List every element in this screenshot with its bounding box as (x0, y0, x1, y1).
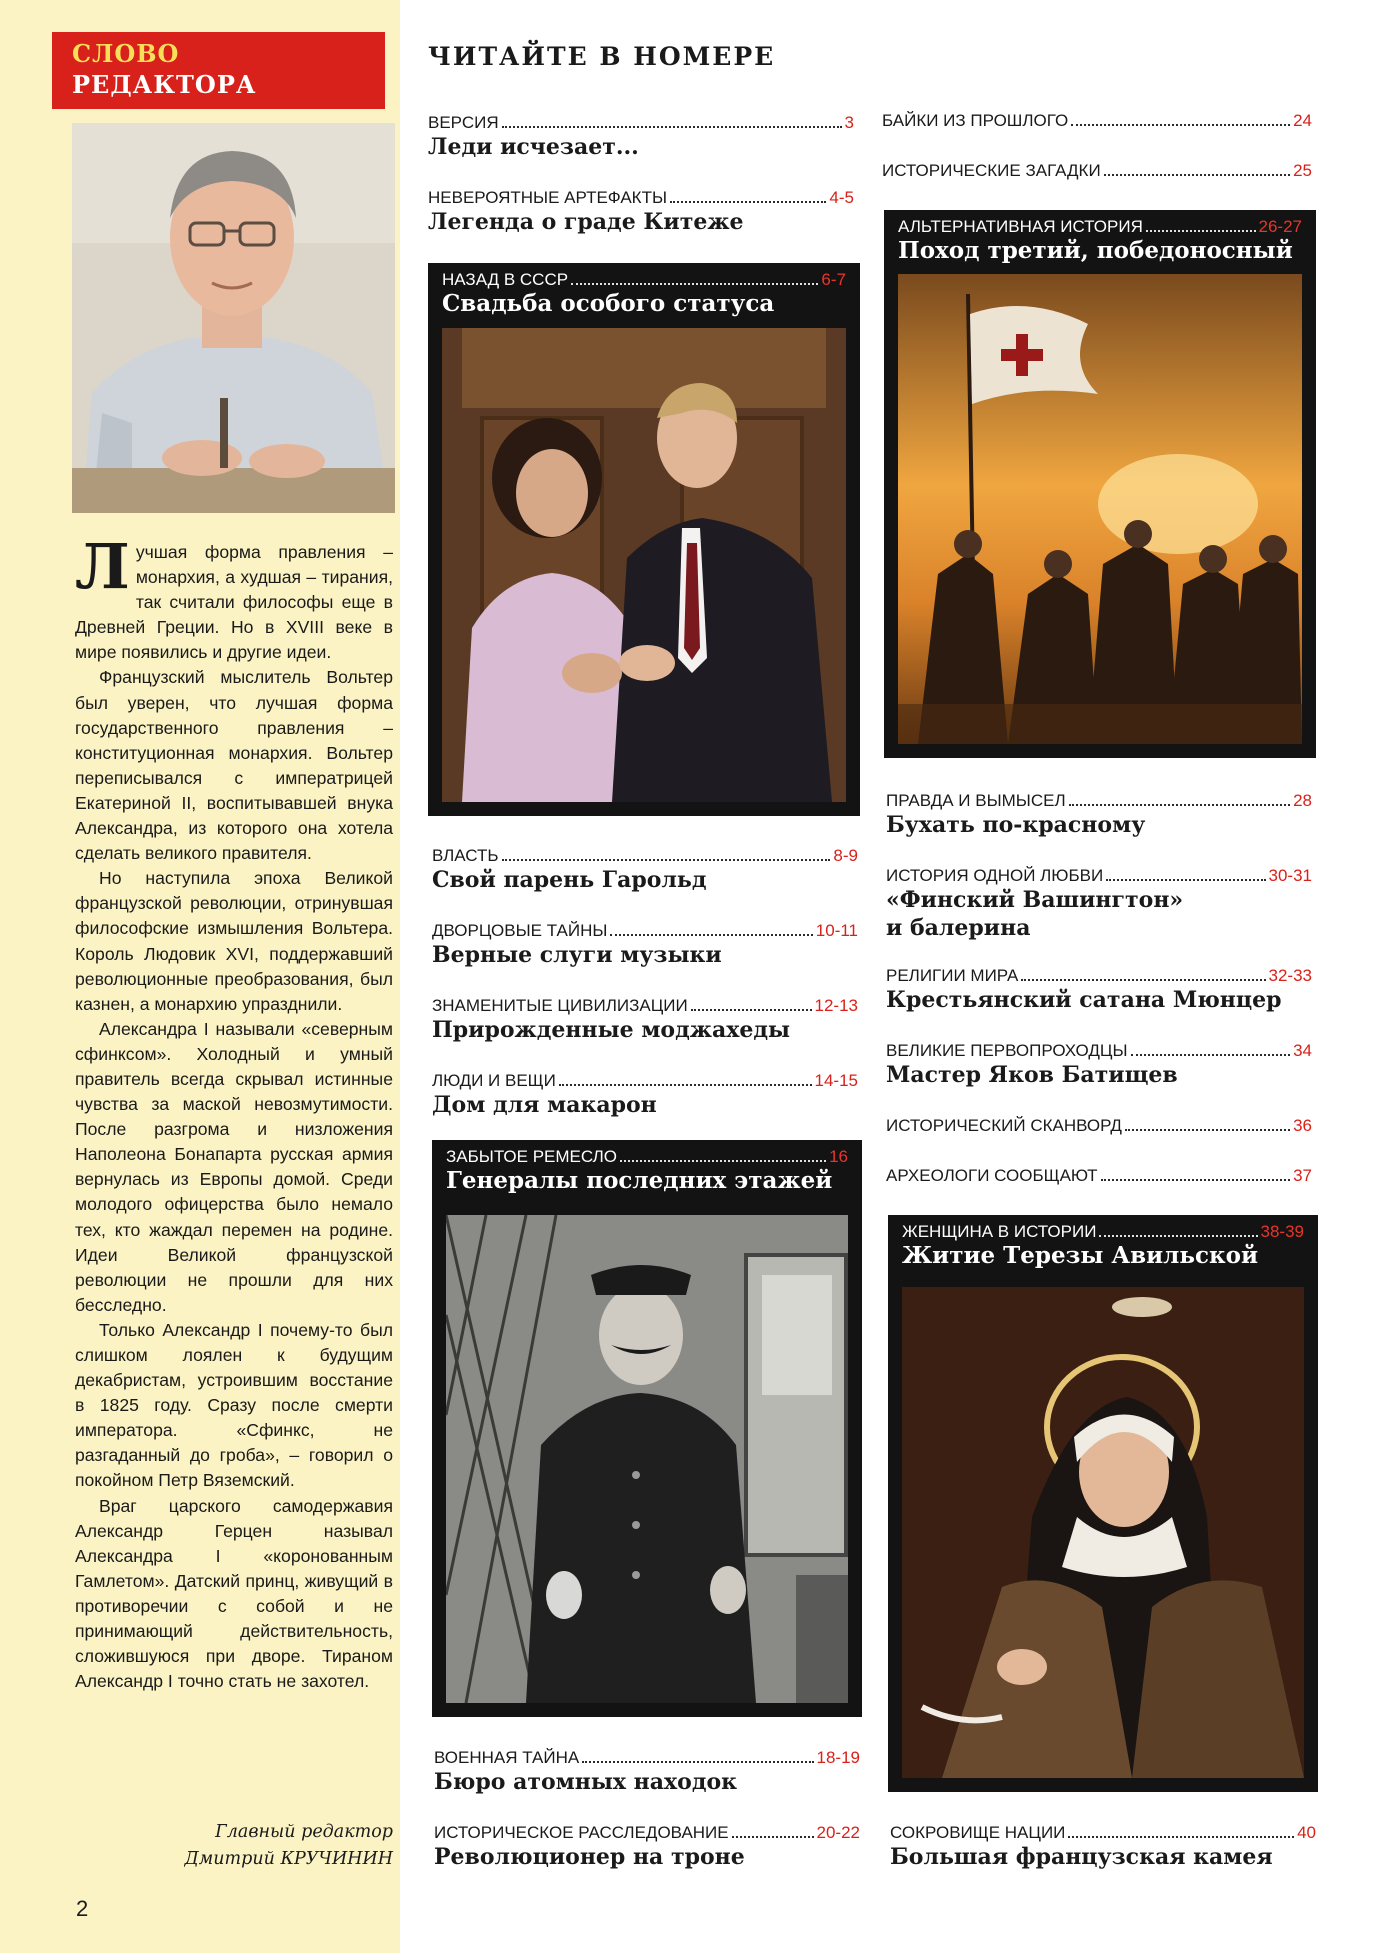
editor-paragraph-2: Французский мыслитель Вольтер был уверен, что лучшая форма государственного правления – конституционная монархия. Вольтер переписывался с императрицей Екатериной II, воспитывавшей внука Александра, из которого она хотела сделать великого правителя. (75, 667, 393, 864)
toc-entry[interactable] (886, 791, 1312, 839)
toc-entry-pages: 38-39 (1260, 1222, 1304, 1241)
toc-entry-title: Революционер на троне (434, 1844, 745, 1870)
toc-entry-category: ИСТОРИЧЕСКОЕ РАССЛЕДОВАНИЕ (434, 1823, 729, 1842)
toc-entry[interactable] (434, 1823, 860, 1871)
toc-entry[interactable] (882, 111, 1312, 131)
toc-entry-pages: 16 (829, 1147, 848, 1166)
toc-entry-title: «Финский Вашингтон» (886, 887, 1184, 913)
toc-entry-title: Крестьянский сатана Мюнцер (886, 987, 1282, 1013)
toc-entry[interactable] (886, 1116, 1312, 1136)
toc-entry-title: Легенда о граде Китеже (428, 209, 744, 235)
editor-paragraph-5: Только Александр I почему-то был слишком лоялен к будущим декабристам, устроившим восстание в 1825 году. Сразу после смерти императора. «Сфинкс, не разгаданный до гроба», – говорил о покойном Петр Вяземский. (75, 1319, 393, 1491)
toc-entry-category: НЕВЕРОЯТНЫЕ АРТЕФАКТЫ (428, 188, 668, 207)
crusaders-painting (898, 274, 1302, 744)
toc-entry[interactable] (432, 1071, 858, 1119)
page-number: 2 (76, 1896, 89, 1921)
toc-entry-category: ВЛАСТЬ (432, 846, 499, 865)
toc-entry-category: АРХЕОЛОГИ СООБЩАЮТ (886, 1166, 1098, 1185)
doorman-photo (446, 1215, 848, 1703)
toc-entry-category: ВОЕННАЯ ТАЙНА (434, 1748, 580, 1767)
toc-entry-title: Мастер Яков Батищев (886, 1062, 1178, 1088)
toc-entry[interactable] (886, 966, 1312, 1014)
toc-entry[interactable] (434, 1748, 860, 1796)
toc-entry-pages: 3 (844, 113, 854, 132)
toc-entry-pages: 37 (1293, 1166, 1312, 1185)
toc-entry-title: Прирожденные моджахеды (432, 1017, 791, 1043)
teresa-painting (902, 1287, 1304, 1778)
toc-entry-title: Поход третий, победоносный (898, 237, 1293, 264)
signature-role: Главный редактор (215, 1822, 393, 1842)
toc-entry-title: Свадьба особого статуса (442, 290, 775, 317)
toc-entry-category: РЕЛИГИИ МИРА (886, 966, 1019, 985)
toc-entry-category: ЛЮДИ И ВЕЩИ (432, 1071, 556, 1090)
toc-entry-pages: 14-15 (814, 1071, 858, 1090)
toc-entry-pages: 32-33 (1268, 966, 1312, 985)
toc-entry[interactable] (886, 866, 1312, 942)
drop-cap: Л (75, 530, 130, 603)
toc-entry-title: Генералы последних этажей (446, 1167, 833, 1194)
toc-entry-pages: 40 (1297, 1823, 1316, 1842)
toc-entry-pages: 12-13 (814, 996, 858, 1015)
toc-entry[interactable] (890, 1823, 1316, 1871)
toc-entry[interactable] (886, 1041, 1312, 1089)
toc-entry-title: Верные слуги музыки (432, 942, 722, 968)
toc-entry-pages: 4-5 (829, 188, 854, 207)
toc-entry-pages: 10-11 (815, 921, 858, 940)
toc-entry-category: АЛЬТЕРНАТИВНАЯ ИСТОРИЯ (898, 217, 1143, 236)
toc-entry[interactable] (428, 188, 854, 236)
toc-entry[interactable] (886, 1166, 1312, 1186)
editor-letter (75, 530, 393, 1694)
editor-paragraph-3: Но наступила эпоха Великой французской революции, отринувшая философские измышления Вольтера. Король Людовик XVI, поддержавший революционные преобразования, был казнен, а монархию упразднили. (75, 868, 393, 1014)
toc-entry-category: БАЙКИ ИЗ ПРОШЛОГО (882, 111, 1069, 130)
toc-feature-box[interactable] (888, 1215, 1318, 1792)
toc-feature-box[interactable] (884, 210, 1316, 758)
toc-entry-title-line2: и балерина (886, 915, 1031, 941)
editor-paragraph-1: Лучшая форма правления – монархия, а худшая – тирания, так считали философы еще в Древней Греции. Но в XVIII веке в мире появились и другие идеи. (75, 530, 393, 663)
toc-entry-title: Свой парень Гарольд (432, 867, 707, 893)
toc-entry-category: ВЕЛИКИЕ ПЕРВОПРОХОДЦЫ (886, 1041, 1128, 1060)
toc-entry-category: ПРАВДА И ВЫМЫСЕЛ (886, 791, 1066, 810)
toc-entry-category: ВЕРСИЯ (428, 113, 499, 132)
toc-entry[interactable] (882, 161, 1312, 181)
editor-signature (73, 1819, 393, 1873)
editor-paragraph-6: Враг царского самодержавия Александр Герцен называл Александра I «коронованным Гамлетом». Датский принц, живущий в противоречии с собой и не принимающий действительность, сложившуюся при дворе. Тираном Александр I точно стать не захотел. (75, 1495, 393, 1692)
toc-entry-pages: 36 (1293, 1116, 1312, 1135)
toc-entry-category: ЖЕНЩИНА В ИСТОРИИ (902, 1222, 1097, 1241)
toc-entry-pages: 26-27 (1258, 217, 1302, 236)
editor-paragraph-4: Александра I называли «северным сфинксом». Холодный и умный правитель всегда скрывал истинные чувства за маской невозмутимости. После разгрома и низложения Наполеона Бонапарта русская армия вернулась из Европы домой. Среди молодого офицерства было немало тех, кто жаждал перемен на родине. Идеи Великой французской революции не прошли для них бесследно. (75, 1018, 393, 1315)
toc-entry-title: Леди исчезает... (428, 134, 639, 160)
toc-entry-pages: 18-19 (816, 1748, 860, 1767)
editor-heading-line2: РЕДАКТОРА (72, 70, 257, 99)
toc-entry[interactable] (432, 921, 858, 969)
toc-entry-category: СОКРОВИЩЕ НАЦИИ (890, 1823, 1066, 1842)
wedding-photo (442, 328, 846, 802)
toc-feature-box[interactable] (432, 1140, 862, 1717)
toc-entry-category: ИСТОРИЧЕСКИЕ ЗАГАДКИ (882, 161, 1101, 180)
toc-entry-category: ИСТОРИЧЕСКИЙ СКАНВОРД (886, 1116, 1122, 1135)
toc-entry[interactable] (428, 113, 854, 161)
toc-feature-box[interactable] (428, 263, 860, 816)
toc-entry-category: ИСТОРИЯ ОДНОЙ ЛЮБВИ (886, 866, 1104, 885)
toc-entry-category: ДВОРЦОВЫЕ ТАЙНЫ (432, 921, 608, 940)
editor-portrait-photo (72, 123, 395, 513)
toc-entry-pages: 28 (1293, 791, 1312, 810)
toc-entry-pages: 25 (1293, 161, 1312, 180)
toc-title: ЧИТАЙТЕ В НОМЕРЕ (428, 42, 776, 71)
toc-entry-pages: 8-9 (833, 846, 858, 865)
editor-column (0, 0, 400, 1953)
toc-entry-category: ЗНАМЕНИТЫЕ ЦИВИЛИЗАЦИИ (432, 996, 688, 1015)
editor-heading-line1: СЛОВО (72, 39, 180, 68)
toc-entry-title: Бюро атомных находок (434, 1769, 738, 1795)
editor-heading (52, 32, 385, 109)
toc-entry-title: Дом для макарон (432, 1092, 657, 1118)
toc-entry-title: Житие Терезы Авильской (902, 1242, 1259, 1269)
toc-entry-pages: 30-31 (1268, 866, 1312, 885)
toc-entry-title: Большая французская камея (890, 1844, 1273, 1870)
toc-entry-category: ЗАБЫТОЕ РЕМЕСЛО (446, 1147, 617, 1166)
toc-entry-category: НАЗАД В СССР (442, 270, 569, 289)
toc-entry-title: Бухать по-красному (886, 812, 1146, 838)
toc-entry-pages: 6-7 (821, 270, 846, 289)
toc-entry-pages: 34 (1293, 1041, 1312, 1060)
toc-entry[interactable] (432, 846, 858, 894)
toc-entry-pages: 20-22 (816, 1823, 860, 1842)
signature-name: Дмитрий КРУЧИНИН (184, 1849, 393, 1869)
toc-entry-pages: 24 (1293, 111, 1312, 130)
toc-entry[interactable] (432, 996, 858, 1044)
